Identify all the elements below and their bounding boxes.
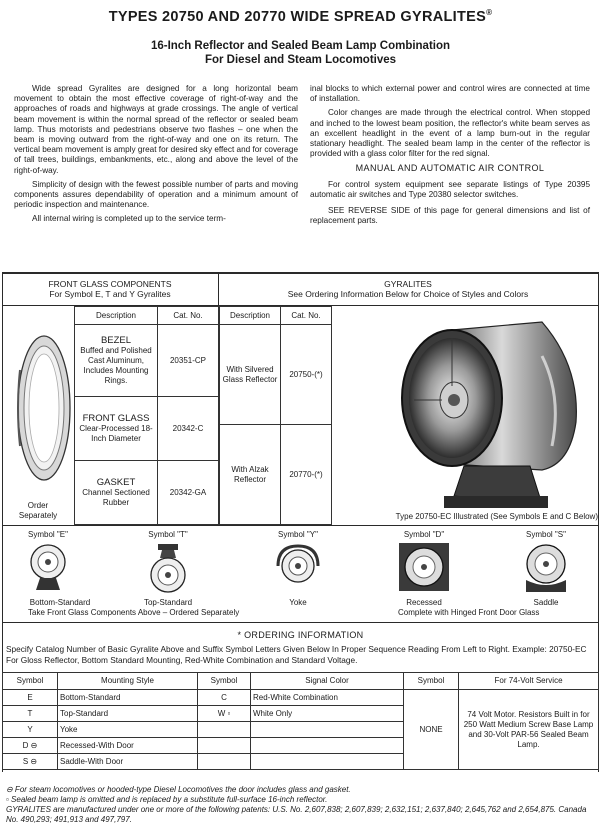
symbol-s-name: Saddle bbox=[533, 598, 559, 607]
footnote-sealed-beam: ▫ Sealed beam lamp is omitted and is replaced by a substitute full-surface 16-inch reflector. bbox=[6, 795, 328, 804]
gyralites-table bbox=[219, 306, 332, 525]
service-symbol: NONE bbox=[404, 690, 459, 770]
symbol-y-name: Yoke bbox=[289, 598, 307, 607]
ordering-heading: * ORDERING INFORMATION bbox=[237, 630, 364, 640]
control-paragraph: For control system equipment see separate listings of Type 20395 automatic air switches and Type 20380 selector switches. bbox=[310, 179, 590, 199]
column-header: Description bbox=[220, 307, 281, 325]
mounting-symbol: Y bbox=[3, 722, 58, 738]
footnote-patents: GYRALITES are manufactured under one or more of the following patents: U.S. No. 2,607,838; 2,607,839; 2,632,151; 2,637,840; 2,645,762 and 2,654,875. Canada No. 490,293; 491,913 and 497,797. bbox=[6, 805, 587, 824]
mounting-symbol: T bbox=[3, 706, 58, 722]
symbol-y-label: Symbol "Y" bbox=[278, 530, 318, 539]
divider bbox=[2, 525, 599, 526]
table-row bbox=[3, 690, 599, 706]
empty-cell bbox=[251, 754, 404, 770]
footnotes bbox=[6, 785, 596, 825]
table-row bbox=[75, 397, 219, 461]
divider bbox=[2, 622, 599, 623]
table-row bbox=[220, 425, 332, 525]
row-title: FRONT GLASS bbox=[82, 412, 150, 424]
table-row bbox=[75, 325, 219, 397]
catalog-number: 20351-CP bbox=[158, 325, 219, 397]
signal-color: Red-White Combination bbox=[251, 690, 404, 706]
signal-color: White Only bbox=[251, 706, 404, 722]
symbol-e-label: Symbol "E" bbox=[28, 530, 68, 539]
empty-cell bbox=[251, 738, 404, 754]
symbol-d-name: Recessed bbox=[406, 598, 442, 607]
catalog-number: 20770-(*) bbox=[281, 425, 332, 525]
column-header: For 74-Volt Service bbox=[459, 673, 599, 690]
mounting-symbol: E bbox=[3, 690, 58, 706]
reverse-side-note: SEE REVERSE SIDE of this page for general dimensions and list of replacement parts. bbox=[310, 206, 590, 226]
column-header: Cat. No. bbox=[281, 307, 332, 325]
row-description: With Alzak Reflector bbox=[220, 425, 281, 525]
row-description: Clear-Processed 18-Inch Diameter bbox=[79, 423, 153, 443]
subtitle-line-2: For Diesel and Steam Locomotives bbox=[204, 54, 397, 66]
divider bbox=[2, 272, 599, 274]
page-title: TYPES 20750 AND 20770 WIDE SPREAD GYRALITES® bbox=[108, 8, 493, 25]
catalog-number: 20750-(*) bbox=[281, 325, 332, 425]
ordering-table bbox=[2, 672, 599, 770]
divider bbox=[218, 272, 219, 306]
control-heading: MANUAL AND AUTOMATIC AIR CONTROL bbox=[355, 163, 545, 174]
intro-paragraph: Color changes are made through the electrical control. When stopped and inched to the lowest beam position, the reflector's white beam serves as an excellent headlight in the event of a lamp burn-out in the regular stationary headlight. The sealed beam lamp in the center of the reflector is provided with a glass color filter for the red signal. bbox=[310, 108, 590, 159]
mounting-style: Recessed-With Door bbox=[58, 738, 198, 754]
intro-left-column bbox=[14, 84, 298, 229]
signal-symbol: W ▫ bbox=[198, 706, 251, 722]
row-title: GASKET bbox=[96, 476, 136, 488]
mounting-style: Bottom-Standard bbox=[58, 690, 198, 706]
intro-paragraph: Wide spread Gyralites are designed for a long horizontal beam movement to obtain the most effective coverage of right-of-way and the approaches of roads and highways at grade crossings. The angle of vertical beam movement is within the normal spread of the reflector or sealed beam lamp. Thus motorists and pedestrians observe two flashes – one when the beam is moving outward from the right-of-way and one on its return. The vertical beam movement is amply great for desired sky effect and for coverage of tall trees, buildings, embankments, etc., along and above the level of the right-of-way. bbox=[14, 84, 298, 175]
empty-cell bbox=[251, 722, 404, 738]
symbol-d-label: Symbol "D" bbox=[403, 530, 445, 539]
yoke-icon bbox=[274, 542, 322, 588]
intro-right-column bbox=[310, 84, 590, 230]
order-separately-note: Order Separately bbox=[18, 501, 58, 520]
saddle-icon bbox=[520, 542, 572, 594]
intro-paragraph: All internal wiring is completed up to the service term- bbox=[32, 214, 226, 224]
top-standard-icon bbox=[146, 542, 190, 596]
mounting-symbol: D ⊖ bbox=[3, 738, 58, 754]
signal-symbol: C bbox=[198, 690, 251, 706]
intro-paragraph: Simplicity of design with the fewest possible number of parts and moving components assures dependability of operation and a minimum amount of periodic inspection and maintenance. bbox=[14, 179, 298, 210]
mounting-style: Saddle-With Door bbox=[58, 754, 198, 770]
intro-paragraph: inal blocks to which external power and control wires are connected at time of installation. bbox=[310, 84, 590, 104]
catalog-number: 20342-GA bbox=[158, 461, 219, 525]
column-header: Symbol bbox=[198, 673, 251, 690]
table-row bbox=[220, 325, 332, 425]
footnote-door: ⊖ For steam locomotives or hooded-type Diesel Locomotives the door includes glass and gasket. bbox=[6, 785, 351, 794]
mounting-style: Top-Standard bbox=[58, 706, 198, 722]
column-header: Mounting Style bbox=[58, 673, 198, 690]
bottom-standard-icon bbox=[26, 542, 70, 594]
mounting-style: Yoke bbox=[58, 722, 198, 738]
recessed-icon bbox=[398, 542, 450, 592]
row-title: BEZEL bbox=[100, 334, 132, 346]
front-glass-table bbox=[74, 306, 219, 525]
row-description: With Silvered Glass Reflector bbox=[220, 325, 281, 425]
hinged-door-note: Complete with Hinged Front Door Glass bbox=[398, 608, 540, 617]
table-row bbox=[75, 461, 219, 525]
symbol-e-name: Bottom-Standard bbox=[29, 598, 91, 607]
column-header: Signal Color bbox=[251, 673, 404, 690]
row-description: Channel Sectioned Rubber bbox=[82, 487, 150, 507]
empty-cell bbox=[198, 754, 251, 770]
front-glass-order-note: Take Front Glass Components Above – Ordered Separately bbox=[28, 608, 240, 617]
symbol-t-label: Symbol "T" bbox=[148, 530, 188, 539]
gyralite-lamp-illustration bbox=[392, 316, 582, 512]
mounting-symbol: S ⊖ bbox=[3, 754, 58, 770]
empty-cell bbox=[198, 722, 251, 738]
symbol-s-label: Symbol "S" bbox=[526, 530, 566, 539]
catalog-number: 20342-C bbox=[158, 397, 219, 461]
service-description: 74 Volt Motor. Resistors Built in for 250 Watt Medium Screw Base Lamp and 30-Volt PAR-56 Sealed Beam Lamp. bbox=[459, 690, 599, 770]
column-header: Symbol bbox=[3, 673, 58, 690]
lamp-caption: Type 20750-EC Illustrated (See Symbols E and C Below) bbox=[395, 512, 598, 521]
subtitle-line-1: 16-Inch Reflector and Sealed Beam Lamp Combination bbox=[150, 40, 451, 52]
column-header: Symbol bbox=[404, 673, 459, 690]
gyralites-heading: GYRALITES See Ordering Information Below for Choice of Styles and Colors bbox=[287, 279, 529, 299]
ordering-text: Specify Catalog Number of Basic Gyralite Above and Suffix Symbol Letters Given Below In Proper Sequence Reading From Left to Right. Example: 20750-EC For Gloss Reflector, Bottom Standard Mounting, Red-White Combination and Standard Voltage. bbox=[6, 644, 587, 665]
empty-cell bbox=[198, 738, 251, 754]
bezel-illustration bbox=[6, 330, 72, 486]
column-header: Cat. No. bbox=[158, 307, 219, 325]
column-header: Description bbox=[75, 307, 158, 325]
symbol-t-name: Top-Standard bbox=[143, 598, 193, 607]
row-description: Buffed and Polished Cast Aluminum, Includes Mounting Rings. bbox=[80, 345, 152, 385]
front-glass-heading: FRONT GLASS COMPONENTS For Symbol E, T and Y Gyralites bbox=[48, 279, 172, 299]
